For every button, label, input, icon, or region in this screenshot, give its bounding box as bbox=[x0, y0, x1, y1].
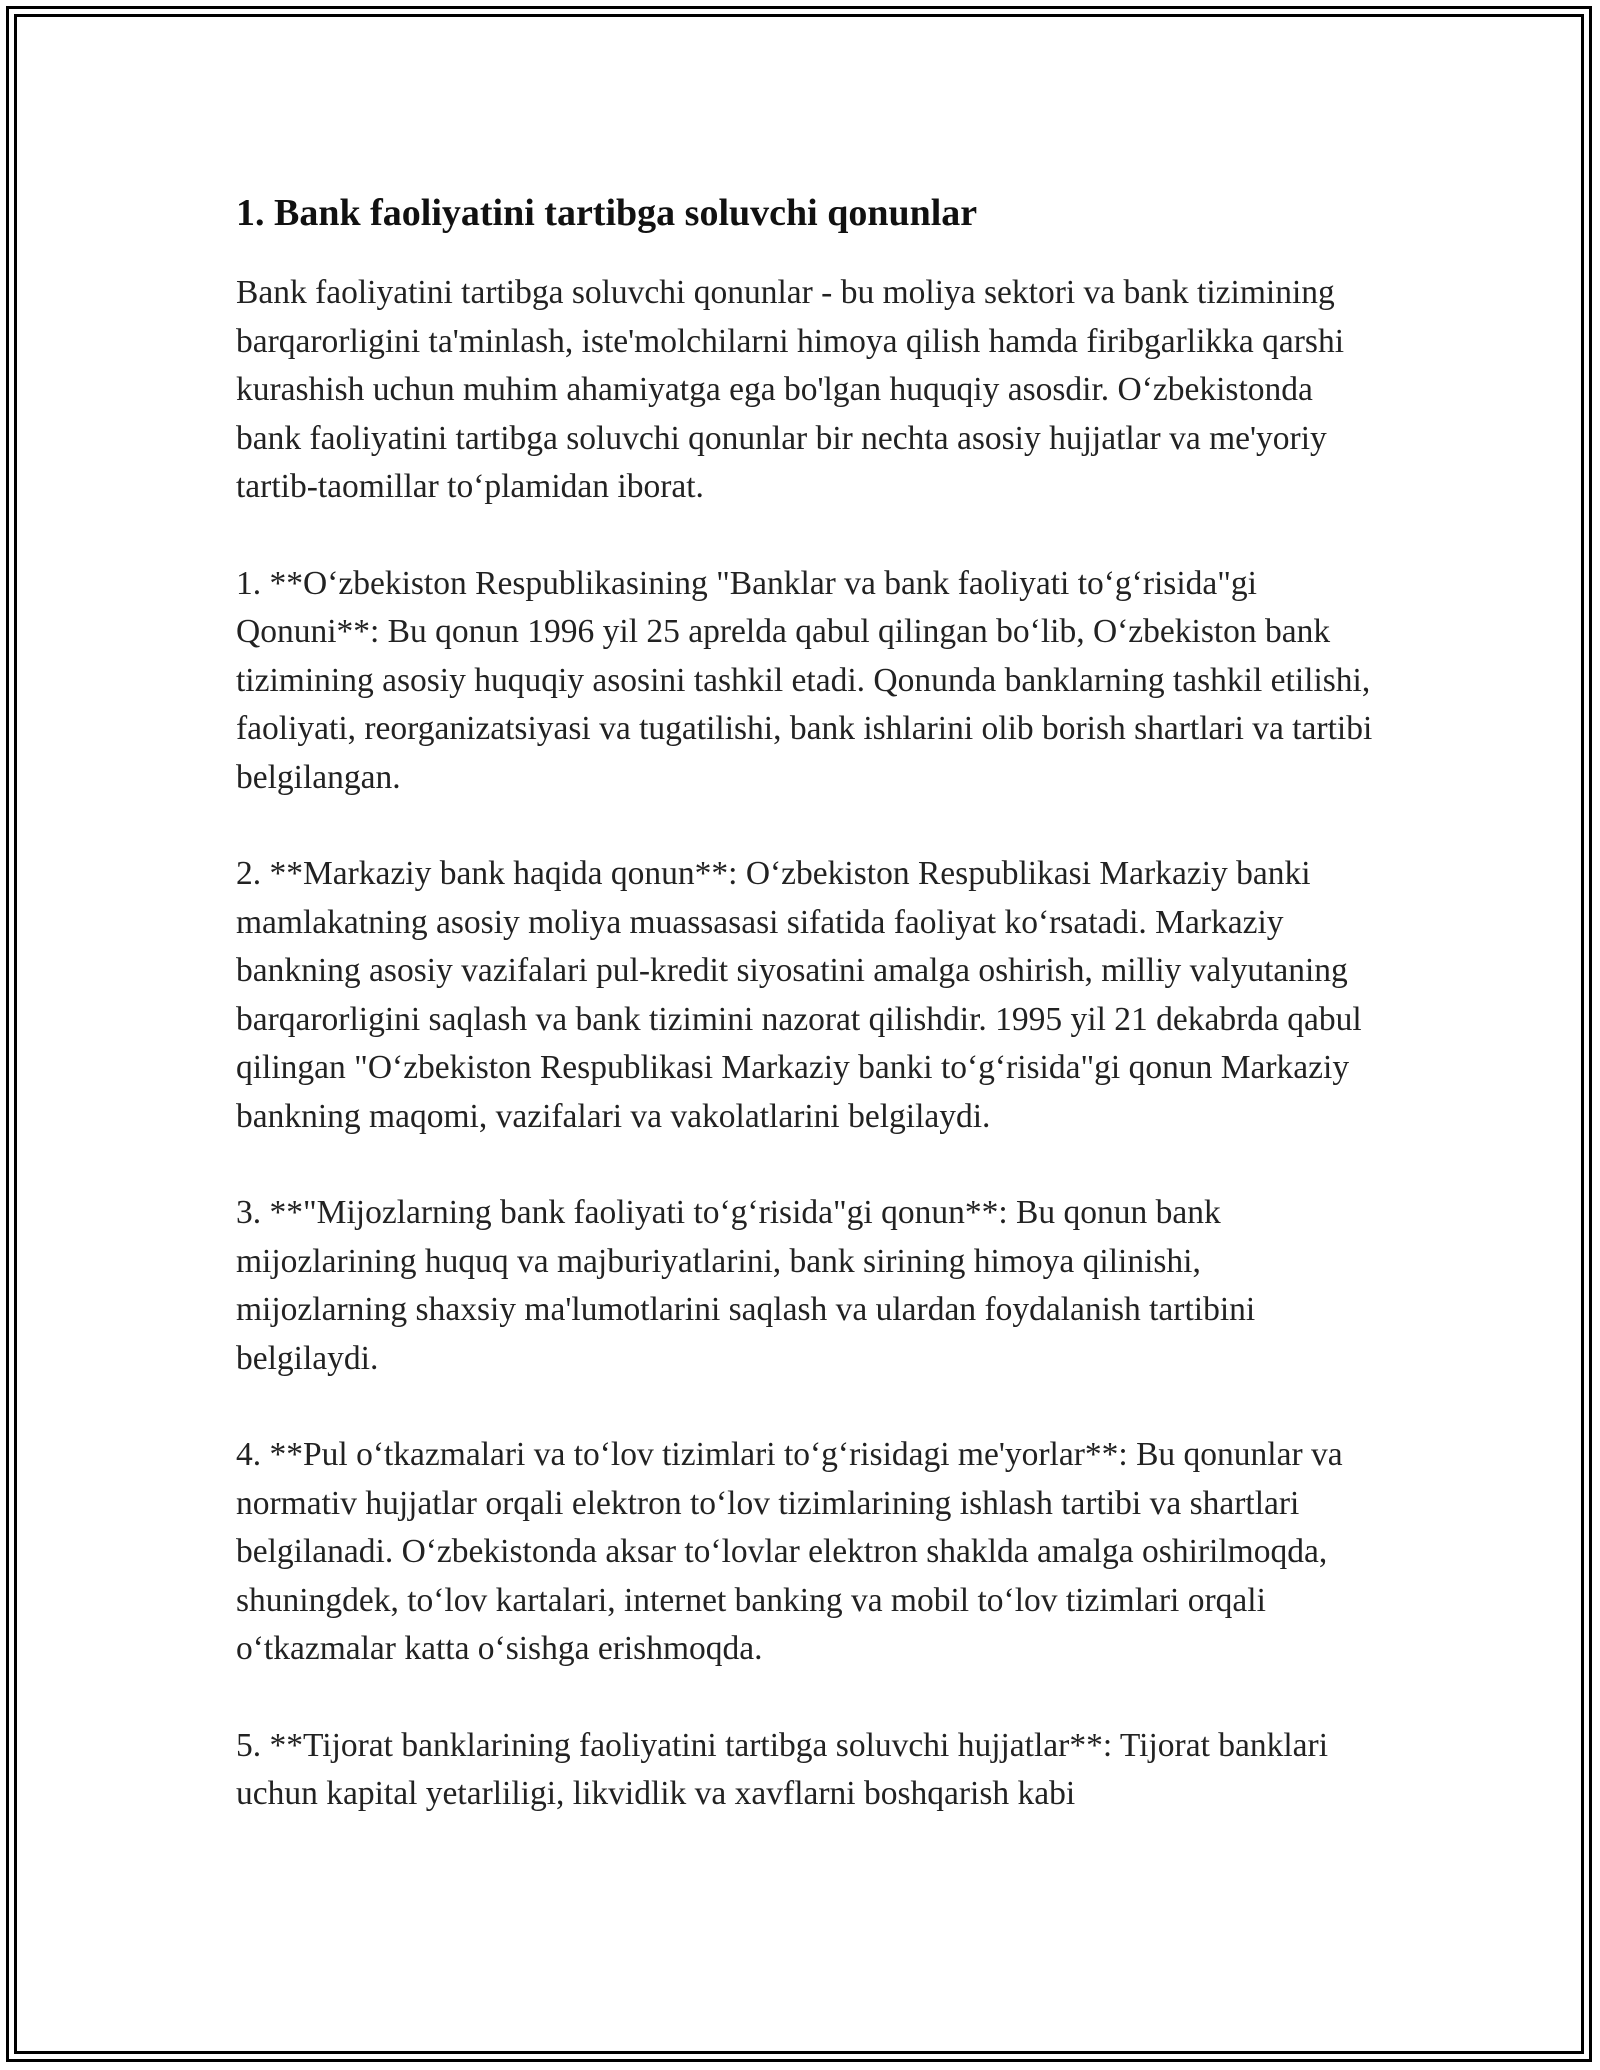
paragraph-item-5: 5. **Tijorat banklarining faoliyatini tartibga soluvchi hujjatlar**: Tijorat banklari uchun kapital yetarliligi, likvidlik va xavflarni boshqarish kabi bbox=[236, 1726, 1329, 1812]
document-title: 1. Bank faoliyatini tartibga soluvchi qonunlar bbox=[236, 192, 978, 234]
paragraph-item-1: 1. **O‘zbekiston Respublikasining "Banklar va bank faoliyati to‘g‘risida"gi Qonuni**: Bu qonun 1996 yil 25 aprelda qabul qilingan bo‘lib, O‘zbekiston bank tizimining asosiy huquqiy asosini tashkil etadi. Qonunda banklarning tashkil etilishi, faoliyati, reorganizatsiyasi va tugatilishi, bank ishlarini olib borish shartlari va tartibi belgilangan. bbox=[236, 564, 1373, 796]
paragraph-item-3: 3. **"Mijozlarning bank faoliyati to‘g‘risida"gi qonun**: Bu qonun bank mijozlarining huquq va majburiyatlarini, bank sirining himoya qilinishi, mijozlarning shaxsiy ma'lumotlarini saqlash va ulardan foydalanish tartibini belgilaydi. bbox=[236, 1194, 1256, 1377]
paragraph-item-2: 2. **Markaziy bank haqida qonun**: O‘zbekiston Respublikasi Markaziy banki mamlakatning asosiy moliya muassasasi sifatida faoliyat ko‘rsatadi. Markaziy bankning asosiy vazifalari pul-kredit siyosatini amalga oshirish, milliy valyutaning barqarorligini saqlash va bank tizimini nazorat qilishdir. 1995 yil 21 dekabrda qabul qilingan "O‘zbekiston Respublikasi Markaziy banki to‘g‘risida"gi qonun Markaziy bankning maqomi, vazifalari va vakolatlarini belgilaydi. bbox=[236, 855, 1362, 1135]
paragraph-item-4: 4. **Pul o‘tkazmalari va to‘lov tizimlari to‘g‘risidagi me'yorlar**: Bu qonunlar va normativ hujjatlar orqali elektron to‘lov tizimlarining ishlash tartibi va shartlari belgilanadi. O‘zbekistonda aksar to‘lovlar elektron shaklda amalga oshirilmoqda, shuningdek, to‘lov kartalari, internet banking va mobil to‘lov tizimlari orqali o‘tkazmalar katta o‘sishga erishmoqda. bbox=[236, 1436, 1343, 1667]
document-body bbox=[236, 185, 1376, 1867]
intro-paragraph: Bank faoliyatini tartibga soluvchi qonunlar - bu moliya sektori va bank tizimining barqarorligini ta'minlash, iste'molchilarni himoya qilish hamda firibgarlikka qarshi kurashish uchun muhim ahamiyatga ega bo'lgan huquqiy asosdir. O‘zbekistonda bank faoliyatini tartibga soluvchi qonunlar bir nechta asosiy hujjatlar va me'yoriy tartib-taomillar to‘plamidan iborat. bbox=[236, 274, 1345, 505]
